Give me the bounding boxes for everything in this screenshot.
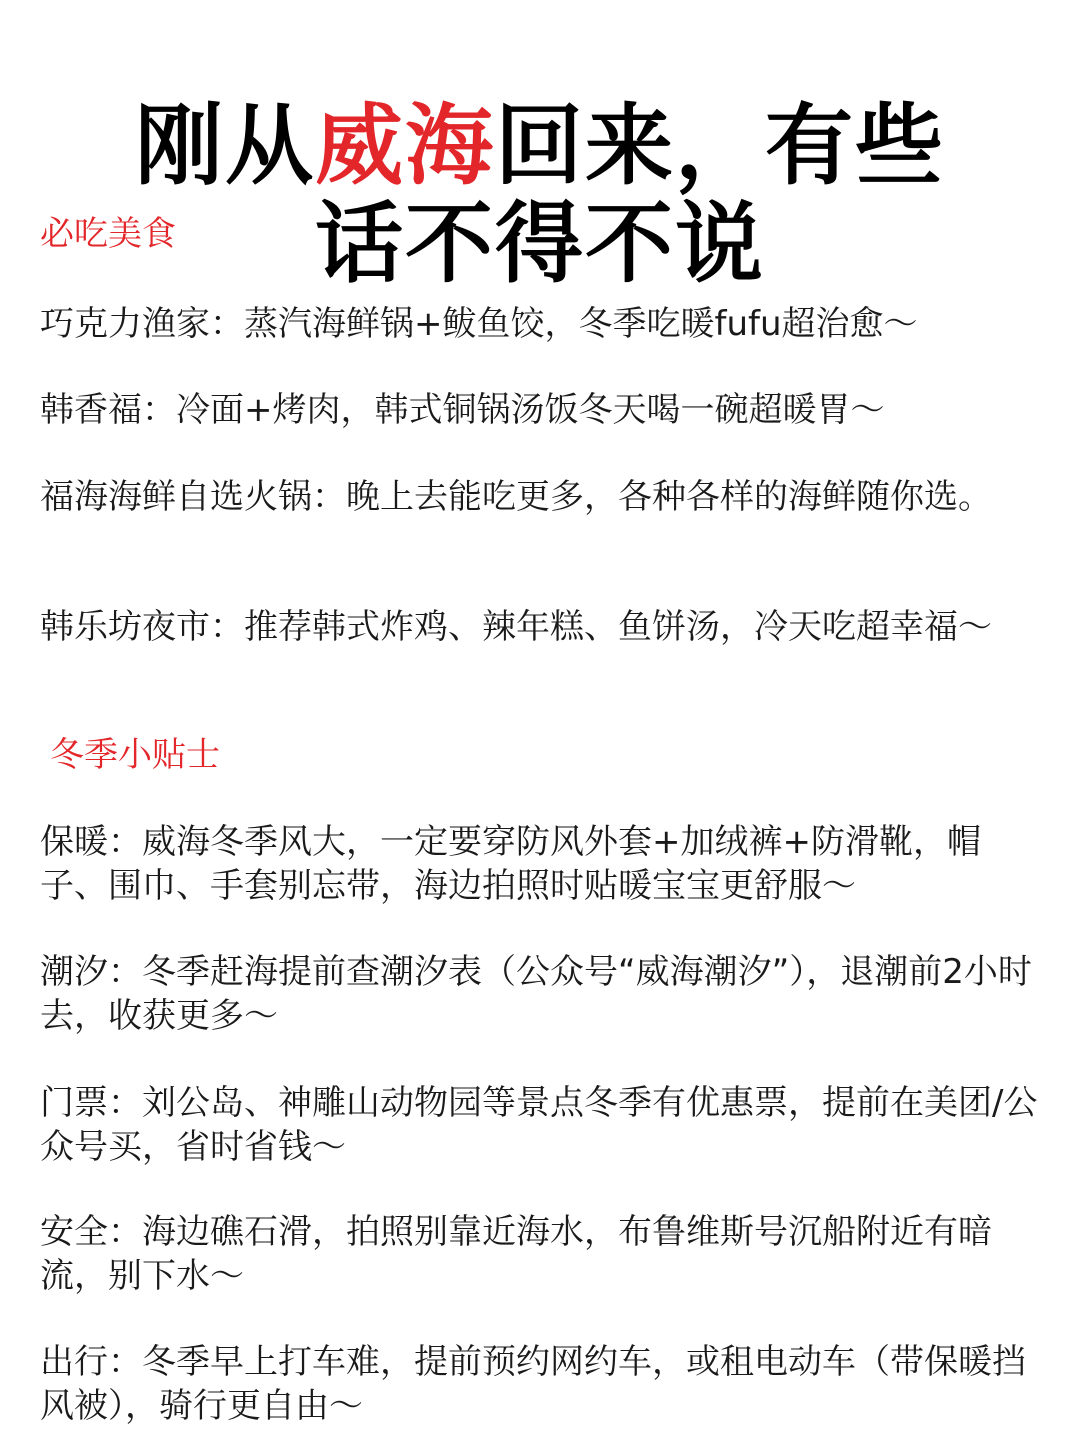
tip-safety: 安全：海边礁石滑，拍照别靠近海水，布鲁维斯号沉船附近有暗流，别下水～ (40, 1212, 992, 1296)
title-part2: 回来，有些 (495, 93, 946, 197)
title-line2: 话不得不说 (314, 191, 765, 295)
food-item-4: 韩乐坊夜市：推荐韩式炸鸡、辣年糕、鱼饼汤，冷天吃超幸福～ (40, 607, 992, 647)
food-section-heading: 必吃美食 (40, 214, 176, 254)
page-title (0, 93, 1080, 295)
food-item-1: 巧克力渔家：蒸汽海鲜锅+鲅鱼饺，冬季吃暖fufu超治愈～ (40, 304, 918, 344)
tip-tide: 潮汐：冬季赶海提前查潮汐表（公众号“威海潮汐”），退潮前2小时去，收获更多～ (40, 952, 1032, 1036)
title-highlight: 威海 (314, 93, 495, 197)
title-part1: 刚从 (134, 93, 315, 197)
tip-tickets: 门票：刘公岛、神雕山动物园等景点冬季有优惠票，提前在美团/公众号买，省时省钱～ (40, 1083, 1038, 1167)
tips-section-heading: 冬季小贴士 (50, 735, 220, 775)
food-item-3: 福海海鲜自选火锅：晚上去能吃更多，各种各样的海鲜随你选。 (40, 477, 992, 517)
tip-transport: 出行：冬季早上打车难，提前预约网约车，或租电动车（带保暖挡风被），骑行更自由～ (40, 1342, 1026, 1426)
food-item-2: 韩香福：冷面+烤肉，韩式铜锅汤饭冬天喝一碗超暖胃～ (40, 390, 885, 430)
tip-warmth: 保暖：威海冬季风大，一定要穿防风外套+加绒裤+防滑靴，帽子、围巾、手套别忘带，海边拍照时贴暖宝宝更舒服～ (40, 822, 981, 906)
